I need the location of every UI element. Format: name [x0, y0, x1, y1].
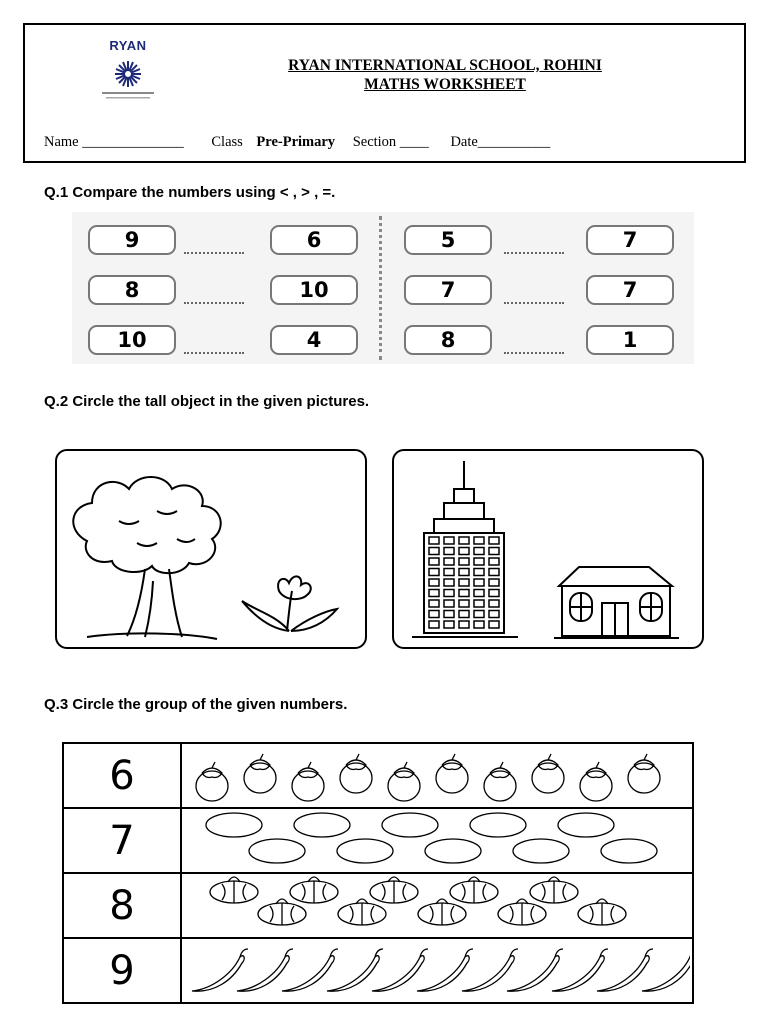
- onion-icon: [498, 899, 546, 925]
- onion-icon: [370, 877, 418, 903]
- brinjal-icon: [196, 762, 228, 801]
- group-number: 9: [63, 938, 181, 1003]
- chilli-icon: [372, 949, 428, 991]
- group-number: 7: [63, 808, 181, 873]
- compare-right-number: 1: [586, 325, 674, 355]
- onion-icon: [530, 877, 578, 903]
- window-icon: [429, 611, 439, 618]
- compare-right-number: 10: [270, 275, 358, 305]
- brinjal-icon: [628, 754, 660, 793]
- orange-group[interactable]: [181, 808, 693, 873]
- compare-right-number: 6: [270, 225, 358, 255]
- q2-title: Q.2 Circle the tall object in the given pictures.: [44, 393, 370, 410]
- student-info-row: [44, 134, 550, 151]
- compare-answer-blank[interactable]: [184, 252, 244, 254]
- logo-emblem-icon: [88, 52, 168, 112]
- onion-icon: [290, 877, 338, 903]
- window-icon: [489, 600, 499, 607]
- window-icon: [444, 548, 454, 555]
- window-icon: [474, 611, 484, 618]
- window-icon: [474, 558, 484, 565]
- brinjal-icon: [532, 754, 564, 793]
- window-icon: [444, 611, 454, 618]
- chilli-icon: [507, 949, 563, 991]
- orange-icon: [337, 839, 393, 863]
- groups-table: [62, 742, 694, 994]
- window-icon: [474, 537, 484, 544]
- onion-icon: [338, 899, 386, 925]
- compare-left-number: 8: [88, 275, 176, 305]
- compare-grid: [72, 212, 694, 364]
- q1-title: Q.1 Compare the numbers using < , > , =.: [44, 184, 336, 201]
- group-number: 6: [63, 743, 181, 808]
- orange-icon: [601, 839, 657, 863]
- window-icon: [444, 537, 454, 544]
- onion-group[interactable]: [181, 873, 693, 938]
- orange-icon: [425, 839, 481, 863]
- name-field[interactable]: Name ______________: [44, 134, 184, 150]
- compare-left-number: 7: [404, 275, 492, 305]
- window-icon: [489, 590, 499, 597]
- window-icon: [474, 590, 484, 597]
- onion-icon: [578, 899, 626, 925]
- chilli-icon: [417, 949, 473, 991]
- window-icon: [489, 558, 499, 565]
- window-icon: [474, 600, 484, 607]
- school-title: [200, 56, 690, 94]
- compare-left-number: 9: [88, 225, 176, 255]
- window-icon: [474, 548, 484, 555]
- compare-answer-blank[interactable]: [184, 302, 244, 304]
- class-value: Pre-Primary: [256, 134, 336, 150]
- orange-icon: [470, 813, 526, 837]
- window-icon: [489, 569, 499, 576]
- brinjal-icon: [580, 762, 612, 801]
- window-icon: [429, 579, 439, 586]
- window-icon: [444, 600, 454, 607]
- window-icon: [489, 579, 499, 586]
- window-icon: [459, 579, 469, 586]
- onion-icon: [258, 899, 306, 925]
- orange-icon: [294, 813, 350, 837]
- orange-icon: [382, 813, 438, 837]
- brinjal-icons: [182, 744, 690, 802]
- chilli-icon: [192, 949, 248, 991]
- chilli-icon: [597, 949, 653, 991]
- date-field[interactable]: Date__________: [450, 134, 551, 150]
- chilli-icon: [552, 949, 608, 991]
- window-icon: [444, 621, 454, 628]
- orange-icons: [182, 809, 690, 867]
- window-icon: [429, 590, 439, 597]
- table-row: [63, 743, 693, 808]
- chilli-icons: [182, 939, 690, 997]
- onion-icon: [418, 899, 466, 925]
- building-and-house-icon: [394, 451, 702, 647]
- tree-and-flower-icon: [57, 451, 365, 647]
- chilli-icon: [642, 949, 690, 991]
- window-icon: [459, 611, 469, 618]
- brinjal-icon: [292, 762, 324, 801]
- table-row: [63, 808, 693, 873]
- compare-answer-blank[interactable]: [504, 352, 564, 354]
- column-divider: [379, 216, 382, 360]
- window-icon: [489, 548, 499, 555]
- worksheet-title: MATHS WORKSHEET: [364, 76, 526, 93]
- window-icon: [459, 590, 469, 597]
- window-icon: [474, 579, 484, 586]
- orange-icon: [513, 839, 569, 863]
- brinjal-icon: [388, 762, 420, 801]
- chilli-icon: [327, 949, 383, 991]
- school-logo: [88, 38, 168, 108]
- class-label: Class: [211, 134, 243, 150]
- brinjal-icon: [340, 754, 372, 793]
- picture-box-tree-flower[interactable]: [55, 449, 367, 649]
- section-field[interactable]: Section ____: [352, 134, 429, 150]
- group-number: 8: [63, 873, 181, 938]
- brinjal-icon: [484, 762, 516, 801]
- compare-answer-blank[interactable]: [504, 302, 564, 304]
- window-icon: [459, 569, 469, 576]
- window-icon: [489, 537, 499, 544]
- window-icon: [429, 569, 439, 576]
- brinjal-icon: [436, 754, 468, 793]
- compare-left-number: 8: [404, 325, 492, 355]
- window-icon: [459, 558, 469, 565]
- compare-answer-blank[interactable]: [184, 352, 244, 354]
- window-icon: [459, 537, 469, 544]
- window-icon: [459, 600, 469, 607]
- logo-text: RYAN: [109, 38, 147, 53]
- window-icon: [474, 621, 484, 628]
- chilli-icon: [282, 949, 338, 991]
- window-icon: [444, 579, 454, 586]
- brinjal-group[interactable]: [181, 743, 693, 808]
- compare-answer-blank[interactable]: [504, 252, 564, 254]
- orange-icon: [249, 839, 305, 863]
- brinjal-icon: [244, 754, 276, 793]
- picture-box-building-house[interactable]: [392, 449, 704, 649]
- window-icon: [429, 621, 439, 628]
- chilli-icon: [237, 949, 293, 991]
- window-icon: [429, 537, 439, 544]
- window-icon: [429, 558, 439, 565]
- chilli-group[interactable]: [181, 938, 693, 1003]
- window-icon: [444, 558, 454, 565]
- compare-left-number: 10: [88, 325, 176, 355]
- school-name: RYAN INTERNATIONAL SCHOOL, ROHINI: [288, 57, 602, 74]
- window-icon: [489, 611, 499, 618]
- onion-icons: [182, 874, 690, 932]
- window-icon: [459, 621, 469, 628]
- onion-icon: [210, 877, 258, 903]
- window-icon: [459, 548, 469, 555]
- orange-icon: [558, 813, 614, 837]
- window-icon: [444, 590, 454, 597]
- window-icon: [474, 569, 484, 576]
- table-row: [63, 938, 693, 1003]
- window-icon: [489, 621, 499, 628]
- window-icon: [444, 569, 454, 576]
- compare-right-number: 4: [270, 325, 358, 355]
- q3-title: Q.3 Circle the group of the given numbers.: [44, 696, 348, 713]
- compare-left-number: 5: [404, 225, 492, 255]
- compare-right-number: 7: [586, 225, 674, 255]
- onion-icon: [450, 877, 498, 903]
- chilli-icon: [462, 949, 518, 991]
- table-row: [63, 873, 693, 938]
- window-icon: [429, 548, 439, 555]
- window-icon: [429, 600, 439, 607]
- orange-icon: [206, 813, 262, 837]
- compare-right-number: 7: [586, 275, 674, 305]
